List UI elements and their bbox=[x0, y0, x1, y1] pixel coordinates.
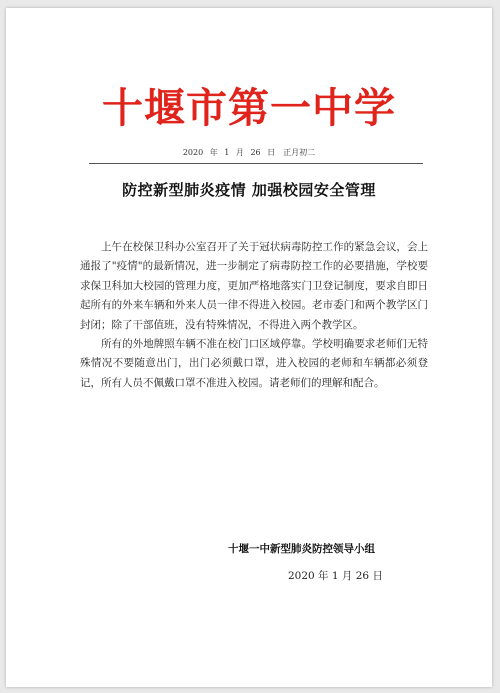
body-paragraph-2: 所有的外地牌照车辆不准在校门口区域停靠。学校明确要求老师们无特殊情况不要随意出门，出门必须戴口罩，进入校园的老师和车辆都必须登记，所有人员不佩戴口罩不准进入校园。请老师们的理解和配合。 bbox=[80, 338, 428, 389]
document-headline: 防控新型肺炎疫情 加强校园安全管理 bbox=[122, 181, 376, 199]
document-body bbox=[80, 238, 428, 393]
signature-date: 2020 年 1 月 26 日 bbox=[288, 570, 383, 582]
issue-date-line: 2020 年 1 月 26 日 正月初二 bbox=[182, 148, 316, 157]
header-divider bbox=[89, 163, 423, 164]
masthead-title: 十堰市第一中学 bbox=[102, 84, 396, 132]
body-paragraph-1: 上午在校保卫科办公室召开了关于冠状病毒防控工作的紧急会议，会上通报了"疫情"的最新情况，进一步制定了病毒防控工作的必要措施，学校要求保卫科加大校园的管理力度，更加严格地落实门卫登记制度，要求自即日起所有的外来车辆和外来人员一律不得进入校园。老市委门和两个教学区门封闭；除了干部值班，没有特殊情况，不得进入两个教学区。 bbox=[80, 241, 428, 331]
document-page bbox=[6, 8, 492, 687]
signature-org: 十堰一中新型肺炎防控领导小组 bbox=[228, 543, 375, 555]
